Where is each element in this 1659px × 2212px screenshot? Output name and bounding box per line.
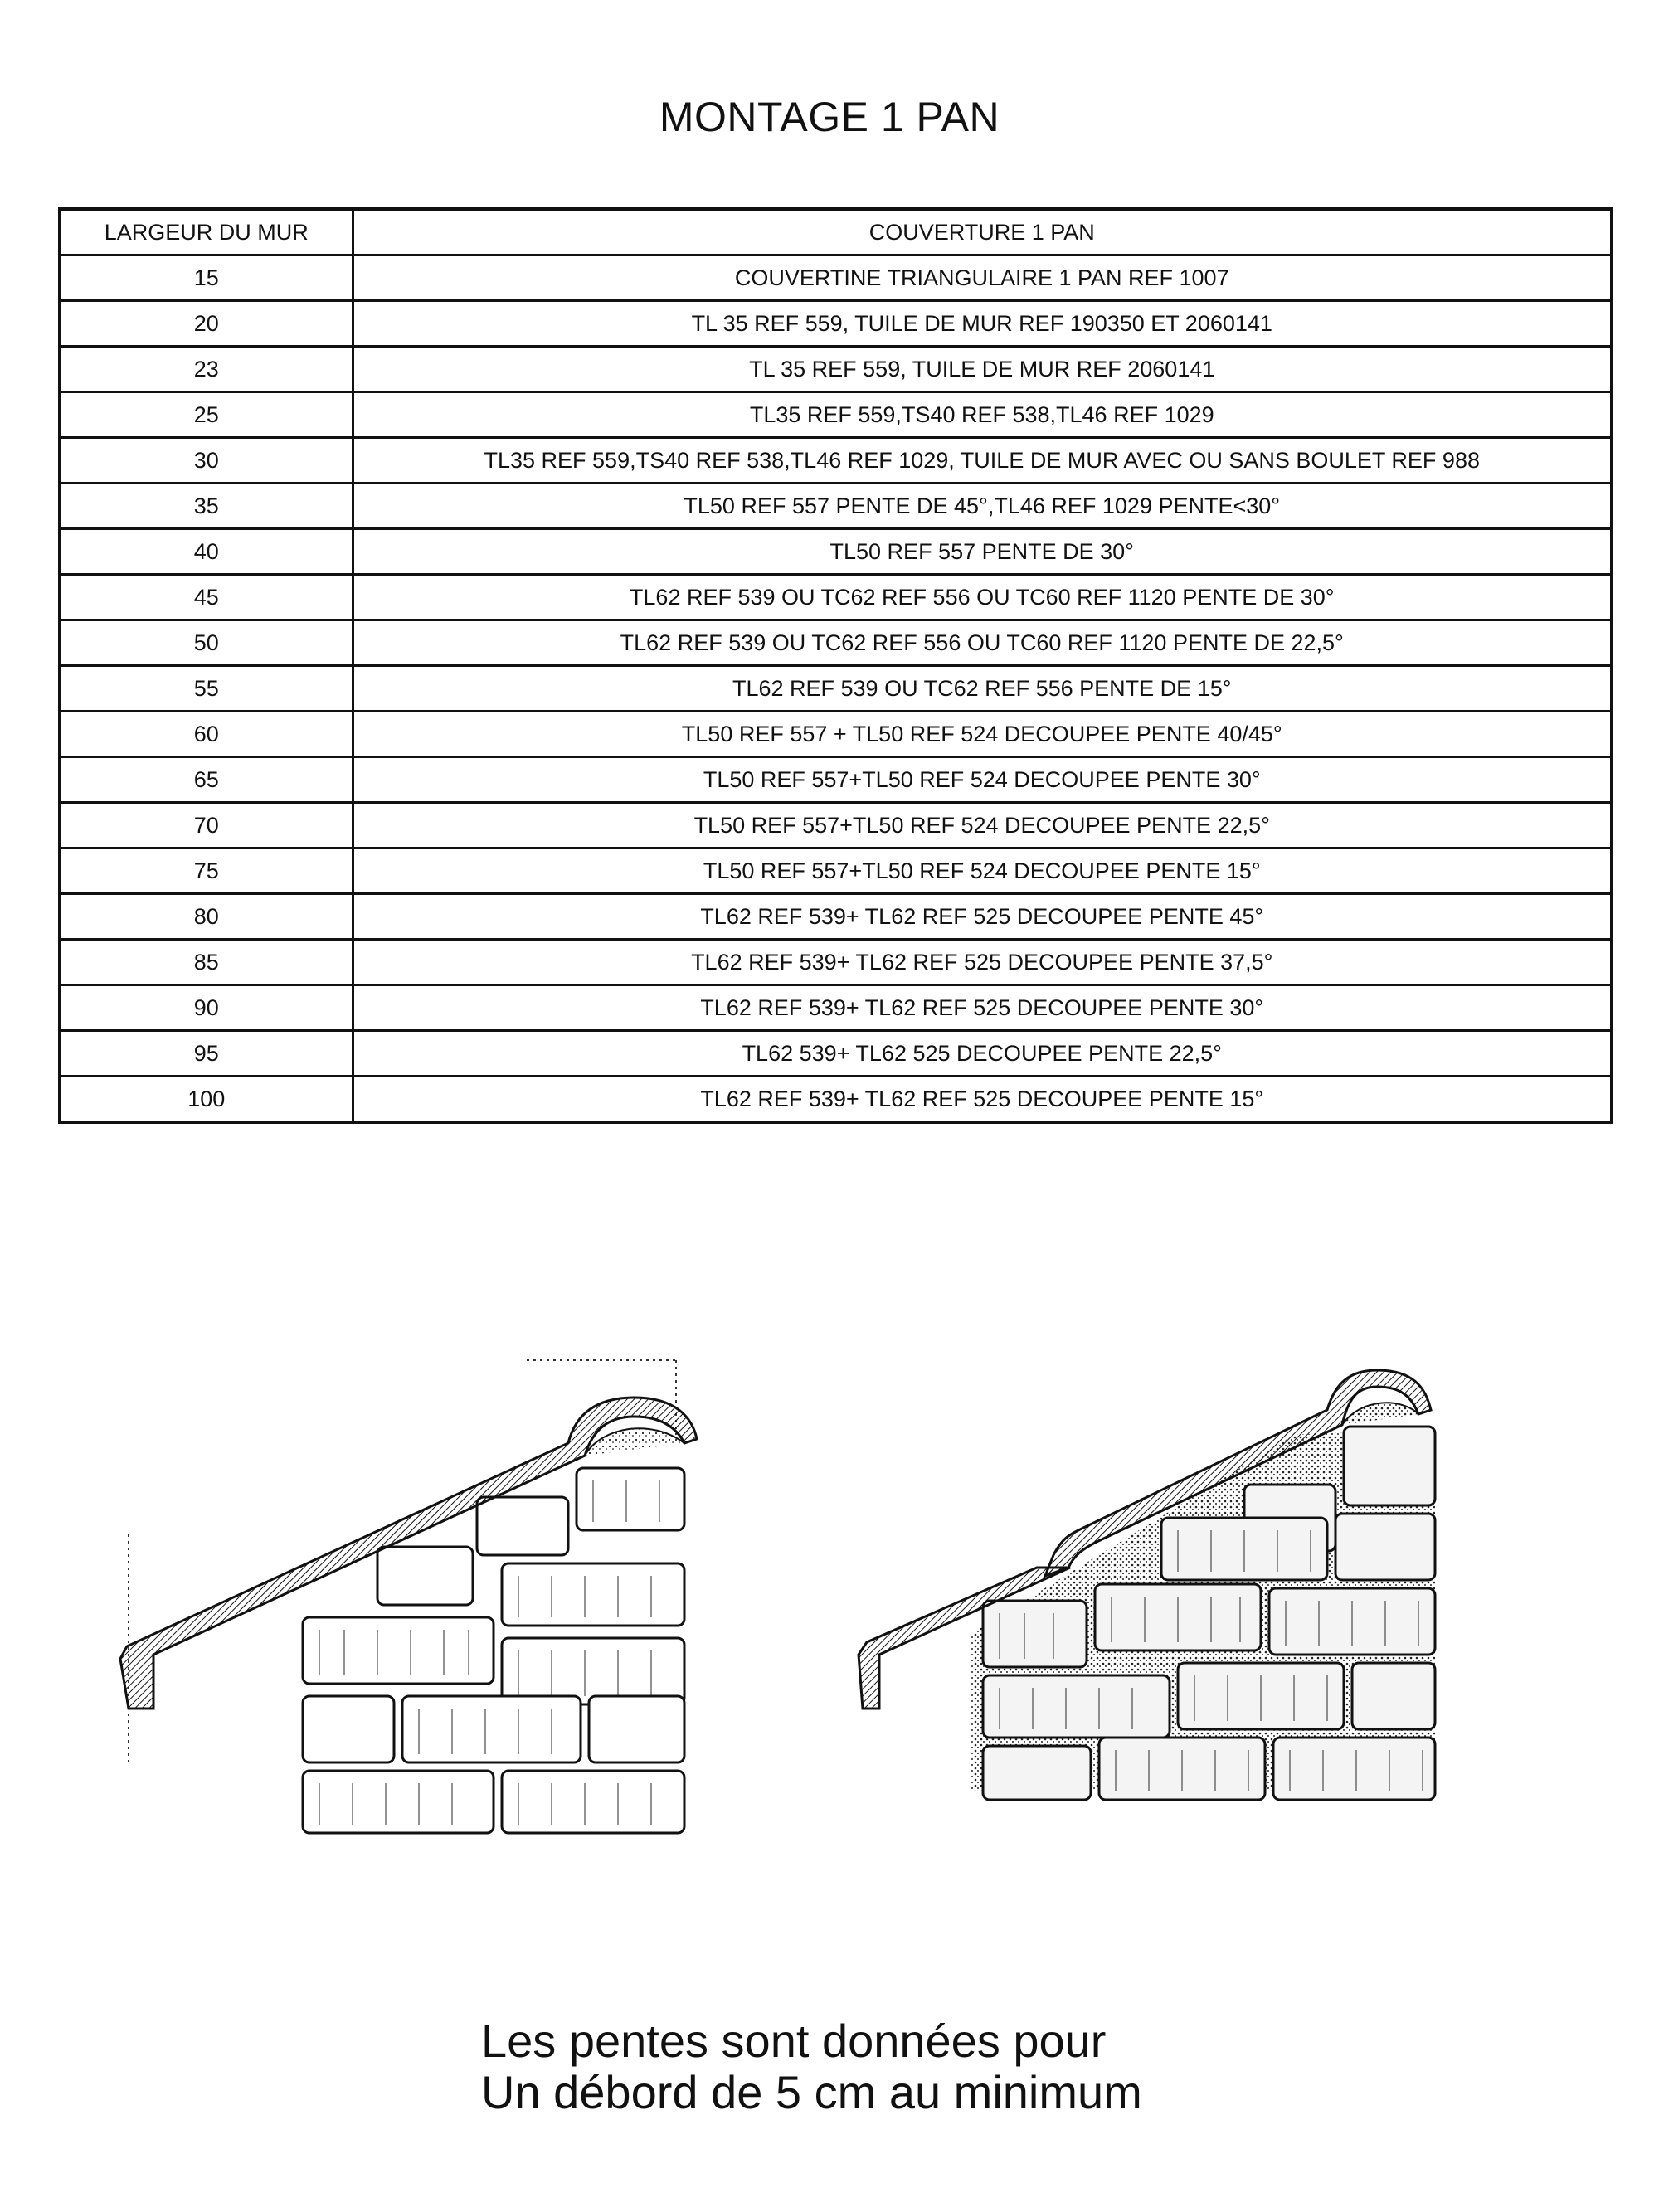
table-row: [60, 529, 1612, 575]
coverage-cell: TL50 REF 557 PENTE DE 30°: [353, 529, 1612, 575]
table-row: [60, 940, 1612, 985]
single-tile-wall-cap-drawing: [104, 1352, 718, 1850]
coverage-cell: TL62 REF 539 OU TC62 REF 556 PENTE DE 15°: [353, 666, 1612, 712]
table-body: [60, 255, 1612, 1123]
table-row: [60, 484, 1612, 529]
wall-width-cell: 40: [60, 529, 353, 575]
table-row: [60, 712, 1612, 757]
wall-width-cell: 95: [60, 1031, 353, 1077]
coverage-cell: TL62 REF 539+ TL62 REF 525 DECOUPEE PENTE 15°: [353, 1077, 1612, 1123]
coverage-cell: TL62 REF 539 OU TC62 REF 556 OU TC60 REF 1120 PENTE DE 30°: [353, 575, 1612, 620]
wall-width-cell: 25: [60, 392, 353, 438]
slope-note-line-1: Les pentes sont données pour: [481, 2015, 1107, 2067]
wall-width-cell: 75: [60, 848, 353, 894]
table-row: [60, 347, 1612, 392]
table-row: [60, 1077, 1612, 1123]
table-row: [60, 985, 1612, 1031]
table-row: [60, 620, 1612, 666]
wall-width-cell: 23: [60, 347, 353, 392]
wall-width-cell: 55: [60, 666, 353, 712]
coverage-cell: TL35 REF 559,TS40 REF 538,TL46 REF 1029, TUILE DE MUR AVEC OU SANS BOULET REF 988: [353, 438, 1612, 484]
header-coverage: COUVERTURE 1 PAN: [353, 209, 1612, 255]
wall-width-cell: 30: [60, 438, 353, 484]
coverage-cell: TL62 539+ TL62 525 DECOUPEE PENTE 22,5°: [353, 1031, 1612, 1077]
wall-width-cell: 65: [60, 757, 353, 803]
double-tile-wall-cap-drawing: [846, 1360, 1460, 1825]
slope-note-line-2: Un débord de 5 cm au minimum: [481, 2066, 1142, 2118]
coverage-cell: TL35 REF 559,TS40 REF 538,TL46 REF 1029: [353, 392, 1612, 438]
coverage-cell: TL 35 REF 559, TUILE DE MUR REF 2060141: [353, 347, 1612, 392]
coverage-cell: TL50 REF 557+TL50 REF 524 DECOUPEE PENTE 22,5°: [353, 803, 1612, 848]
wall-width-cell: 85: [60, 940, 353, 985]
wall-width-cell: 15: [60, 255, 353, 301]
table-row: [60, 848, 1612, 894]
coverage-cell: TL50 REF 557+TL50 REF 524 DECOUPEE PENTE 30°: [353, 757, 1612, 803]
wall-width-cell: 100: [60, 1077, 353, 1123]
coverage-cell: TL50 REF 557 PENTE DE 45°,TL46 REF 1029 PENTE<30°: [353, 484, 1612, 529]
table-row: [60, 666, 1612, 712]
wall-width-cell: 80: [60, 894, 353, 940]
coverage-cell: TL50 REF 557 + TL50 REF 524 DECOUPEE PENTE 40/45°: [353, 712, 1612, 757]
coverage-table: [58, 207, 1613, 1124]
page-title: MONTAGE 1 PAN: [659, 94, 1000, 140]
header-wall-width: LARGEUR DU MUR: [60, 209, 353, 255]
slope-note: [481, 2015, 1142, 2118]
table-row: [60, 803, 1612, 848]
table-row: [60, 575, 1612, 620]
wall-width-cell: 45: [60, 575, 353, 620]
table-row: [60, 255, 1612, 301]
coverage-cell: TL62 REF 539+ TL62 REF 525 DECOUPEE PENTE 45°: [353, 894, 1612, 940]
table-row: [60, 301, 1612, 347]
table-row: [60, 757, 1612, 803]
table-row: [60, 392, 1612, 438]
coverage-cell: TL50 REF 557+TL50 REF 524 DECOUPEE PENTE 15°: [353, 848, 1612, 894]
table-header-row: [60, 209, 1612, 255]
wall-width-cell: 60: [60, 712, 353, 757]
wall-width-cell: 35: [60, 484, 353, 529]
wall-width-cell: 90: [60, 985, 353, 1031]
coverage-cell: TL62 REF 539+ TL62 REF 525 DECOUPEE PENTE 37,5°: [353, 940, 1612, 985]
coverage-cell: TL62 REF 539+ TL62 REF 525 DECOUPEE PENTE 30°: [353, 985, 1612, 1031]
wall-width-cell: 20: [60, 301, 353, 347]
coverage-cell: COUVERTINE TRIANGULAIRE 1 PAN REF 1007: [353, 255, 1612, 301]
wall-width-cell: 50: [60, 620, 353, 666]
coverage-cell: TL62 REF 539 OU TC62 REF 556 OU TC60 REF 1120 PENTE DE 22,5°: [353, 620, 1612, 666]
table-row: [60, 894, 1612, 940]
table-row: [60, 438, 1612, 484]
table-row: [60, 1031, 1612, 1077]
coverage-cell: TL 35 REF 559, TUILE DE MUR REF 190350 ET 2060141: [353, 301, 1612, 347]
wall-width-cell: 70: [60, 803, 353, 848]
